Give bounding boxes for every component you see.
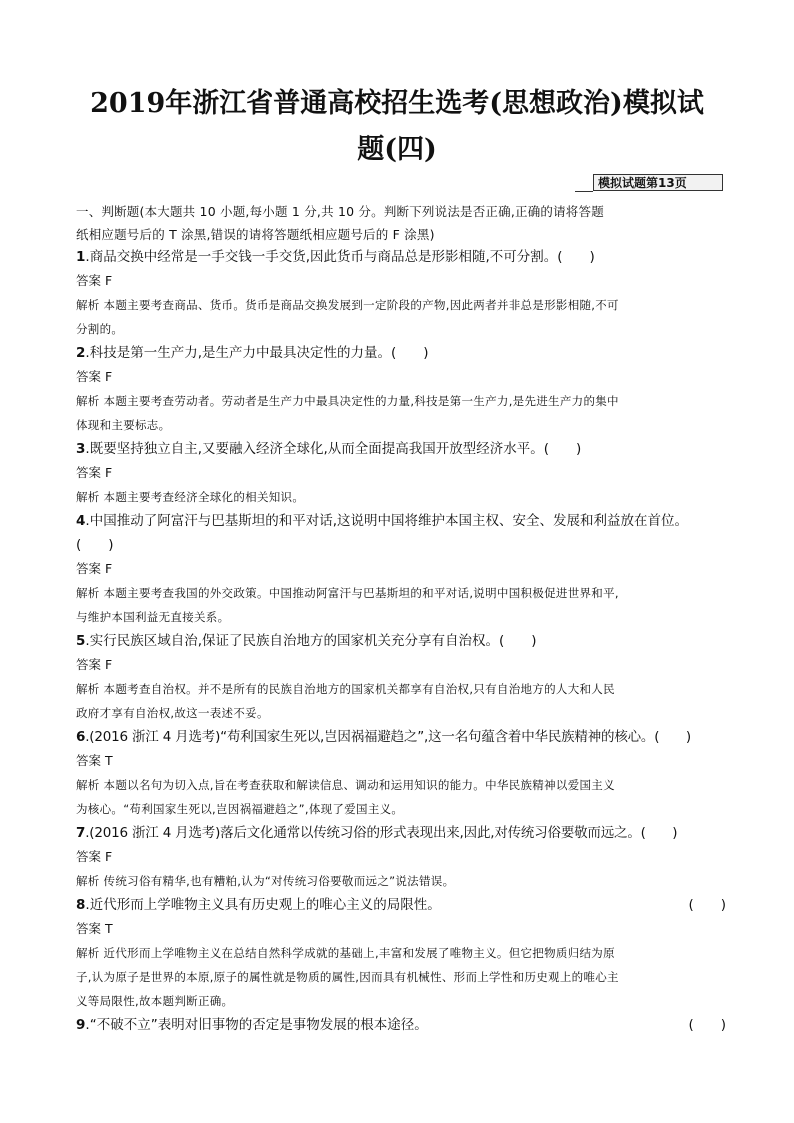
page-label: 模拟试题第13页 bbox=[593, 174, 723, 191]
question-text: 既要坚持独立自主,又要融入经济全球化,从而全面提高我国开放型经济水平。( ) bbox=[89, 441, 582, 457]
explanation-4-line-2: 与维护本国利益无直接关系。 bbox=[76, 610, 230, 624]
answer-paren: ( ) bbox=[688, 897, 726, 913]
question-number: 6 bbox=[76, 729, 86, 745]
question-1: 1.商品交换中经常是一手交钱一手交货,因此货币与商品总是形影相随,不可分割。( ) bbox=[76, 249, 595, 265]
question-number: 4 bbox=[76, 513, 86, 529]
explanation-2-line-2: 体现和主要标志。 bbox=[76, 418, 171, 432]
explanation-3-line-1: 解析 本题主要考查经济全球化的相关知识。 bbox=[76, 490, 305, 504]
explanation-1-line-1: 解析 本题主要考查商品、货币。货币是商品交换发展到一定阶段的产物,因此两者并非总是形影相随,不可 bbox=[76, 298, 619, 312]
explanation-8-line-2: 子,认为原子是世界的本原,原子的属性就是物质的属性,因而具有机械性、形而上学性和历史观上的唯心主 bbox=[76, 970, 619, 984]
question-text: 中国推动了阿富汗与巴基斯坦的和平对话,这说明中国将维护本国主权、安全、发展和利益放在首位。 bbox=[89, 513, 688, 529]
question-text: (2016 浙江 4 月选考)落后文化通常以传统习俗的形式表现出来,因此,对传统习俗要敬而远之。( ) bbox=[89, 825, 678, 841]
answer-5: 答案 F bbox=[76, 657, 113, 672]
answer-7: 答案 F bbox=[76, 849, 113, 864]
question-number: 3 bbox=[76, 441, 86, 457]
answer-paren: ( ) bbox=[688, 1017, 726, 1033]
question-3: 3.既要坚持独立自主,又要融入经济全球化,从而全面提高我国开放型经济水平。( ) bbox=[76, 441, 582, 457]
question-text: 商品交换中经常是一手交钱一手交货,因此货币与商品总是形影相随,不可分割。( ) bbox=[89, 249, 595, 265]
question-text: 近代形而上学唯物主义具有历史观上的唯心主义的局限性。 bbox=[89, 897, 441, 913]
explanation-8-line-3: 义等局限性,故本题判断正确。 bbox=[76, 994, 234, 1008]
question-number: 1 bbox=[76, 249, 86, 265]
question-number: 8 bbox=[76, 897, 86, 913]
question-2: 2.科技是第一生产力,是生产力中最具决定性的力量。( ) bbox=[76, 345, 429, 361]
answer-3: 答案 F bbox=[76, 465, 113, 480]
explanation-6-line-1: 解析 本题以名句为切入点,旨在考查获取和解读信息、调动和运用知识的能力。中华民族精神以爱国主义 bbox=[76, 778, 615, 792]
question-9: 9.“不破不立”表明对旧事物的否定是事物发展的根本途径。 ( ) bbox=[76, 1013, 726, 1037]
section-heading-line-1: 一、判断题(本大题共 10 小题,每小题 1 分,共 10 分。判断下列说法是否正确,正确的请将答题 bbox=[76, 204, 604, 219]
question-text: 科技是第一生产力,是生产力中最具决定性的力量。( ) bbox=[89, 345, 429, 361]
question-number: 2 bbox=[76, 345, 86, 361]
question-text: “不破不立”表明对旧事物的否定是事物发展的根本途径。 bbox=[89, 1017, 428, 1033]
question-number: 9 bbox=[76, 1017, 86, 1033]
explanation-2-line-1: 解析 本题主要考查劳动者。劳动者是生产力中最具决定性的力量,科技是第一生产力,是先进生产力的集中 bbox=[76, 394, 619, 408]
answer-1: 答案 F bbox=[76, 273, 113, 288]
question-6: 6.(2016 浙江 4 月选考)“苟利国家生死以,岂因祸福避趋之”,这一名句蕴含着中华民族精神的核心。( ) bbox=[76, 729, 691, 745]
explanation-5-line-2: 政府才享有自治权,故这一表述不妥。 bbox=[76, 706, 269, 720]
explanation-8-line-1: 解析 近代形而上学唯物主义在总结自然科学成就的基础上,丰富和发展了唯物主义。但它把物质归结为原 bbox=[76, 946, 615, 960]
question-number: 7 bbox=[76, 825, 86, 841]
explanation-5-line-1: 解析 本题考查自治权。并不是所有的民族自治地方的国家机关都享有自治权,只有自治地方的人大和人民 bbox=[76, 682, 615, 696]
question-7: 7.(2016 浙江 4 月选考)落后文化通常以传统习俗的形式表现出来,因此,对传统习俗要敬而远之。( ) bbox=[76, 825, 678, 841]
question-text: 实行民族区域自治,保证了民族自治地方的国家机关充分享有自治权。( ) bbox=[89, 633, 537, 649]
question-5: 5.实行民族区域自治,保证了民族自治地方的国家机关充分享有自治权。( ) bbox=[76, 633, 537, 649]
page-label-underline bbox=[575, 191, 593, 192]
question-4-answer-paren: ( ) bbox=[76, 537, 114, 553]
answer-8: 答案 T bbox=[76, 921, 113, 936]
answer-6: 答案 T bbox=[76, 753, 113, 768]
question-number: 5 bbox=[76, 633, 86, 649]
answer-2: 答案 F bbox=[76, 369, 113, 384]
question-4: 4.中国推动了阿富汗与巴基斯坦的和平对话,这说明中国将维护本国主权、安全、发展和利益放在首位。 bbox=[76, 513, 688, 529]
document-title-line-1: 2019年浙江省普通高校招生选考(思想政治)模拟试 bbox=[90, 88, 704, 119]
explanation-4-line-1: 解析 本题主要考查我国的外交政策。中国推动阿富汗与巴基斯坦的和平对话,说明中国积极促进世界和平, bbox=[76, 586, 619, 600]
explanation-6-line-2: 为核心。“苟利国家生死以,岂因祸福避趋之”,体现了爱国主义。 bbox=[76, 802, 404, 816]
question-text: (2016 浙江 4 月选考)“苟利国家生死以,岂因祸福避趋之”,这一名句蕴含着中华民族精神的核心。( ) bbox=[89, 729, 691, 745]
answer-4: 答案 F bbox=[76, 561, 113, 576]
section-heading-line-2: 纸相应题号后的 T 涂黑,错误的请将答题纸相应题号后的 F 涂黑) bbox=[76, 227, 435, 242]
explanation-1-line-2: 分割的。 bbox=[76, 322, 124, 336]
question-8: 8.近代形而上学唯物主义具有历史观上的唯心主义的局限性。 ( ) bbox=[76, 893, 726, 917]
document-title-line-2: 题(四) bbox=[357, 134, 437, 165]
explanation-7-line-1: 解析 传统习俗有精华,也有糟粕,认为“对传统习俗要敬而远之”说法错误。 bbox=[76, 874, 455, 888]
